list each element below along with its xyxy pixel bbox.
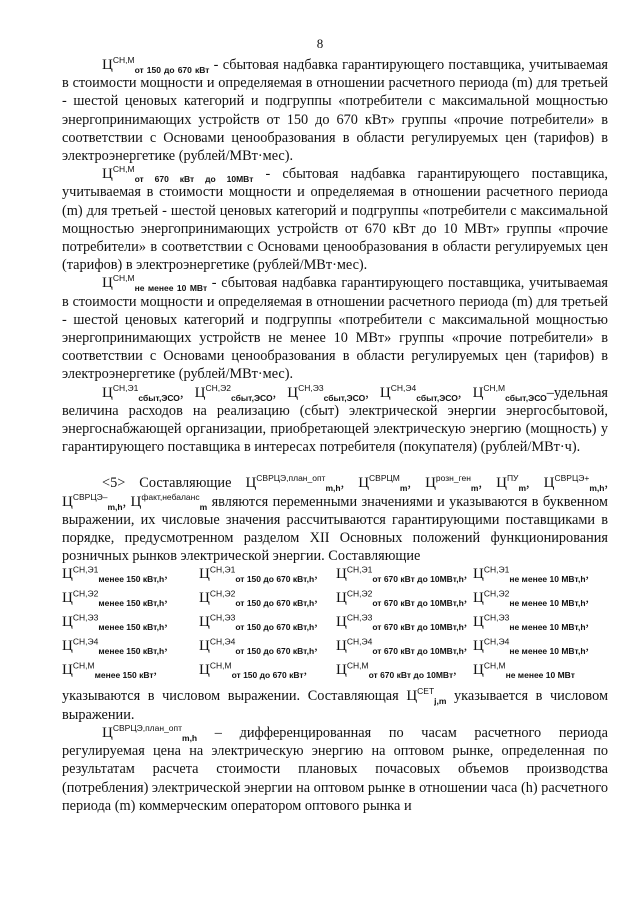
grid-formula-symbol: $Ц^{СН,М}_{от 670 кВт до 10МВт}$, bbox=[336, 660, 457, 681]
formula-symbol: $Ц^{СН,Э1}_{сбыт,ЭСО}$ bbox=[102, 382, 180, 403]
paragraph-sbyt-670-10: $Ц^{СН,М}_{от 670 кВт до 10МВт}$ - сбытовая надбавка гарантирующего поставщика, учитываемая в стоимости мощности и определяемая в отношении расчетного периода (m) для третьей - шестой ценовых категорий и подгруппы «потребители с максимальной мощностью энергопринимающих устройств от 670 кВт до 10 МВт» группы «прочие потребители» в соответствии с Основами ценообразования в области регулируемых цен (тарифов) в электроэнергетике (рублей/МВт·мес). bbox=[62, 164, 608, 274]
formula-symbol: $Ц^{СВРЦМ}_m$ bbox=[358, 473, 408, 494]
paragraph-regulated-price: $Ц^{СВРЦЭ,план\_опт}_{m,h}$ – дифференцированная по часам расчетного периода регулируемая цена на электрическую энергию на оптовом рынке, определенная по результатам расчета стоимости плановых почасовых объемов производства (потребления) электрической энергии на оптовом рынке в отношении часа (h) расчетного периода (m) коммерческим оператором оптового рынка и bbox=[62, 723, 608, 814]
grid-formula-symbol: $Ц^{СН,Э2}_{менее 150 кВт,h}$, bbox=[62, 588, 168, 609]
grid-formula-symbol: $Ц^{СН,Э2}_{от 150 до 670 кВт,h}$, bbox=[199, 588, 318, 609]
formula-symbol: $Ц^{СН,М}_{сбыт,ЭСО}$ bbox=[472, 382, 547, 403]
components-grid bbox=[62, 565, 608, 685]
grid-formula-symbol: $Ц^{СН,Э1}_{от 670 кВт до 10МВт,h}$, bbox=[336, 564, 468, 585]
grid-formula-symbol: $Ц^{СН,Э3}_{от 150 до 670 кВт,h}$, bbox=[199, 612, 318, 633]
paragraph-sbyt-150-670: $Ц^{СН,М}_{от 150 до 670 кВт}$ - сбытовая надбавка гарантирующего поставщика, учитываемая в стоимости мощности и определяемая в отношении расчетного периода (m) для третьей - шестой ценовых категорий и подгруппы «потребители с максимальной мощностью энергопринимающих устройств от 150 до 670 кВт» группы «прочие потребители» в соответствии с Основами ценообразования в области регулируемых цен (тарифов) в электроэнергетике (рублей/МВт·мес). bbox=[62, 55, 608, 165]
grid-formula-symbol: $Ц^{СН,Э4}_{менее 150 кВт,h}$, bbox=[62, 636, 168, 657]
grid-formula-symbol: $Ц^{СН,Э2}_{от 670 кВт до 10МВт,h}$, bbox=[336, 588, 468, 609]
formula-symbol: $Ц^{СВРЦЭ,план\_опт}_{m,h}$ bbox=[245, 473, 341, 494]
formula-symbol: $Ц^{розн\_ген}_m$ bbox=[425, 473, 479, 494]
grid-formula-symbol: $Ц^{СН,М}_{менее 150 кВт}$, bbox=[62, 660, 158, 681]
grid-formula-symbol: $Ц^{СН,Э3}_{менее 150 кВт,h}$, bbox=[62, 612, 168, 633]
grid-formula-symbol: $Ц^{СН,Э1}_{от 150 до 670 кВт,h}$, bbox=[199, 564, 318, 585]
grid-formula-symbol: $Ц^{СН,Э3}_{от 670 кВт до 10МВт,h}$, bbox=[336, 612, 468, 633]
grid-formula-symbol: $Ц^{СН,Э4}_{от 670 кВт до 10МВт,h}$, bbox=[336, 636, 468, 657]
formula-symbol: $Ц^{СН,Э4}_{сбыт,ЭСО}$ bbox=[379, 382, 458, 403]
formula-symbol: $Ц^{СН,М}_{от 670 кВт до 10МВт}$ bbox=[102, 164, 254, 185]
page-number: 8 bbox=[316, 36, 324, 51]
grid-formula-symbol: $Ц^{СН,Э4}_{от 150 до 670 кВт,h}$, bbox=[199, 636, 318, 657]
formula-symbol: $Ц^{СН,Э3}_{сбыт,ЭСО}$ bbox=[287, 382, 366, 403]
formula-symbol: $Ц^{СЕТ}_{j,m}$ bbox=[406, 686, 447, 707]
formula-symbol: $Ц^{СВРЦЭ,план\_опт}_{m,h}$ bbox=[102, 723, 198, 743]
grid-formula-symbol: $Ц^{СН,Э3}_{не менее 10 МВт,h}$, bbox=[473, 612, 590, 633]
formula-symbol: $Ц^{ПУ}_m$ bbox=[496, 473, 527, 494]
formula-symbol: $Ц^{СВРЦЭ-}_{m,h}$ bbox=[62, 491, 123, 512]
formula-symbol: $Ц^{СН,Э2}_{сбыт,ЭСО}$ bbox=[194, 382, 273, 403]
formula-symbol: $Ц^{факт,небаланс}_m$ bbox=[130, 491, 208, 512]
formula-symbol: $Ц^{СН,М}_{не менее 10 МВт}$ bbox=[102, 273, 208, 294]
formula-symbol: $Ц^{СН,М}_{от 150 до 670 кВт}$ bbox=[102, 55, 210, 75]
paragraph-sbyt-10mw: $Ц^{СН,М}_{не менее 10 МВт}$ - сбытовая надбавка гарантирующего поставщика, учитываемая в стоимости мощности и определяемая в отношении расчетного периода (m) для третьей - шестой ценовых категорий и подгруппы «потребители с максимальной мощностью энергопринимающих устройств не менее 10 МВт» группы «прочие потребители» в соответствии с Основами ценообразования в области регулируемых цен (тарифов) в электроэнергетике (рублей/МВт·мес). bbox=[62, 273, 608, 383]
grid-formula-symbol: $Ц^{СН,М}_{от 150 до 670 кВт}$, bbox=[199, 660, 308, 681]
grid-formula-symbol: $Ц^{СН,Э1}_{менее 150 кВт,h}$, bbox=[62, 564, 168, 585]
paragraph-note-5: <5> Составляющие $Ц^{СВРЦЭ,план\_опт}_{m,h}$, $Ц^{СВРЦМ}_m$, $Ц^{розн\_ген}_m$, $Ц^{ПУ}_m$, $Ц^{СВРЦЭ+}_{m,h}$, $Ц^{СВРЦЭ-}_{m,h}$, $Ц^{факт,небаланс}_m$ являются переменными значениями и указываются в буквенном выражении, их числовые значения рассчитываются гарантирующими поставщиками в порядке, предусмотренном разделом XII Основных положений функционирования розничных рынков электрической энергии. Составляющие bbox=[62, 473, 609, 565]
grid-formula-symbol: $Ц^{СН,Э4}_{не менее 10 МВт,h}$, bbox=[473, 636, 590, 657]
paragraph-numeric-expression: указываются в числовом выражении. Составляющая $Ц^{СЕТ}_{j,m}$ указывается в числовом выражении. bbox=[62, 686, 609, 723]
grid-formula-symbol: $Ц^{СН,Э1}_{не менее 10 МВт,h}$, bbox=[473, 564, 590, 585]
document-body bbox=[62, 56, 608, 815]
formula-symbol: $Ц^{СВРЦЭ+}_{m,h}$ bbox=[543, 473, 605, 494]
paragraph-eso: $Ц^{СН,Э1}_{сбыт,ЭСО}$, $Ц^{СН,Э2}_{сбыт,ЭСО}$, $Ц^{СН,Э3}_{сбыт,ЭСО}$, $Ц^{СН,Э4}_{сбыт,ЭСО}$, $Ц^{СН,М}_{сбыт,ЭСО}$–удельная величина расходов на реализацию (сбыт) электрической энергии энергосбытовой, энергоснабжающей организации, приобретающей электрическую энергию (мощность) у гарантирующего поставщика в интересах потребителя (покупателя) (рублей/МВт·ч). bbox=[62, 382, 608, 456]
grid-formula-symbol: $Ц^{СН,Э2}_{не менее 10 МВт,h}$, bbox=[473, 588, 590, 609]
grid-formula-symbol: $Ц^{СН,М}_{не менее 10 МВт}$ bbox=[473, 660, 575, 681]
